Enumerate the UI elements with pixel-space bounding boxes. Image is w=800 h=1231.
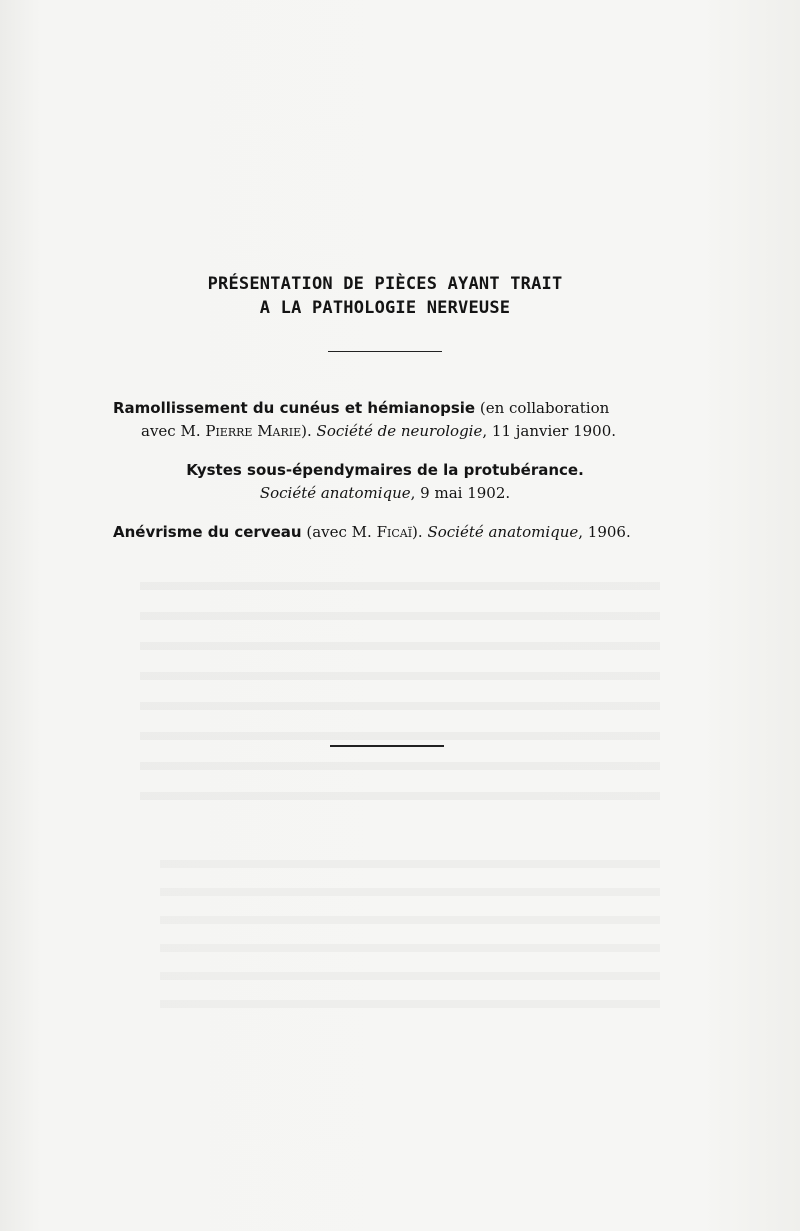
- entry-1-journal: Société de neurologie: [316, 422, 483, 440]
- entry-3-title: Anévrisme du cerveau: [113, 523, 302, 541]
- entry-1-line-2: [141, 420, 616, 442]
- entry-2-date: , 9 mai 1902.: [410, 484, 511, 502]
- entry-1-title: Ramollissement du cunéus et hémianopsie: [113, 399, 476, 417]
- entry-3-post-author: ).: [412, 523, 428, 541]
- entry-3-author: Ficaï: [376, 523, 413, 541]
- entry-3-journal: Société anatomique: [427, 523, 579, 541]
- entry-3-line-1: [113, 521, 631, 543]
- entry-2-title: Kystes sous-épendymaires de la protubérance.: [186, 461, 584, 479]
- entry-2-line-1: [0, 459, 770, 481]
- closing-rule: [330, 745, 444, 747]
- entry-2-line-2: [0, 482, 770, 504]
- entry-1-author: Pierre Marie: [205, 422, 302, 440]
- title-line-2: A LA PATHOLOGIE NERVEUSE: [259, 298, 511, 318]
- entry-1-line-1: [113, 397, 609, 419]
- title-rule: [328, 351, 442, 352]
- entry-3-pre-author: (avec M.: [301, 523, 377, 541]
- title-line-1: PRÉSENTATION DE PIÈCES AYANT TRAIT: [207, 274, 563, 294]
- entry-3-date: , 1906.: [578, 523, 631, 541]
- entry-1-date: , 11 janvier 1900.: [482, 422, 617, 440]
- bleed-through-text: [140, 560, 660, 820]
- entry-1-mid: ).: [301, 422, 317, 440]
- entry-2-journal: Société anatomique: [259, 484, 411, 502]
- section-title: [0, 272, 770, 320]
- entry-1-prefix: avec M.: [141, 422, 206, 440]
- entry-1-collab: (en collaboration: [475, 399, 610, 417]
- bleed-through-text-lower: [160, 840, 660, 1020]
